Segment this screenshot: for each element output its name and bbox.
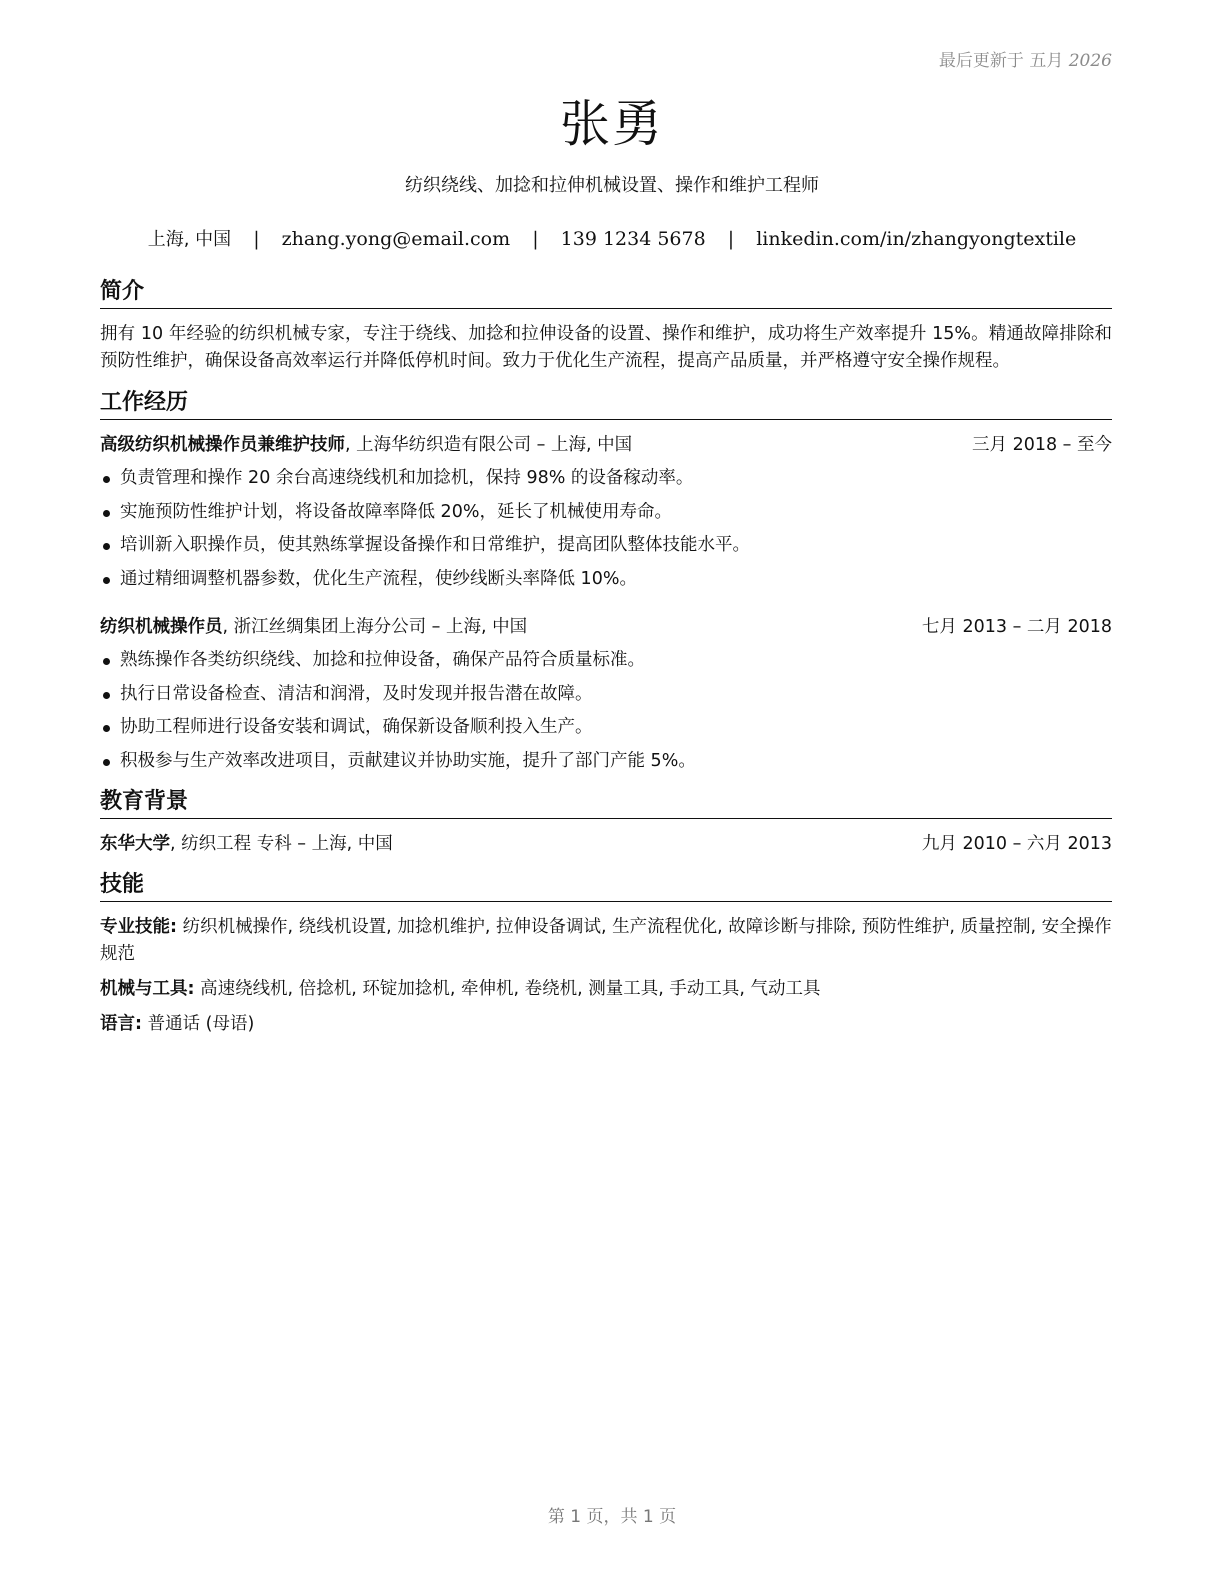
education-detail: , 纺织工程 专科 – 上海, 中国 — [170, 834, 393, 854]
job-bullet: 负责管理和操作 20 余台高速绕线机和加捻机，保持 98% 的设备稼动率。 — [100, 462, 1112, 496]
job-role-company — [100, 614, 527, 640]
last-updated-year: 2026 — [1068, 51, 1112, 71]
job-bullet: 协助工程师进行设备安装和调试，确保新设备顺利投入生产。 — [100, 711, 1112, 745]
job-dates: 七月 2013 – 二月 2018 — [921, 617, 1112, 637]
job-bullets — [100, 462, 1112, 596]
last-updated-label: 最后更新于 五月 — [938, 51, 1064, 71]
education-dates: 九月 2010 – 六月 2013 — [921, 834, 1112, 854]
job-bullets — [100, 644, 1112, 778]
skill-value: 纺织机械操作, 绕线机设置, 加捻机维护, 拉伸设备调试, 生产流程优化, 故障诊断与排除, 预防性维护, 质量控制, 安全操作规范 — [100, 917, 1112, 964]
contact-linkedin[interactable]: linkedin.com/in/zhangyongtextile — [756, 228, 1077, 250]
summary-text: 拥有 10 年经验的纺织机械专家，专注于绕线、加捻和拉伸设备的设置、操作和维护，成功将生产效率提升 15%。精通故障排除和预防性维护，确保设备高效率运行并降低停机时间。致力于优化生产流程，提高产品质量，并严格遵守安全操作规程。 — [100, 324, 1112, 371]
contact-separator: | — [727, 228, 735, 250]
skill-label: 语言: — [100, 1014, 142, 1034]
skill-line — [100, 976, 1112, 1003]
job-header — [100, 614, 1112, 640]
job-bullet: 熟练操作各类纺织绕线、加捻和拉伸设备，确保产品符合质量标准。 — [100, 644, 1112, 678]
contact-separator: | — [532, 228, 539, 250]
contact-line — [0, 225, 1224, 251]
job-role: 高级纺织机械操作员兼维护技师 — [100, 435, 345, 455]
education-school: 东华大学 — [100, 834, 170, 854]
skill-line — [100, 1011, 1112, 1038]
person-name: 张勇 — [560, 95, 664, 153]
skill-value: 普通话 (母语) — [142, 1014, 255, 1034]
skill-value: 高速绕线机, 倍捻机, 环锭加捻机, 牵伸机, 卷绕机, 测量工具, 手动工具, 气动工具 — [194, 979, 821, 999]
job-entry — [100, 614, 1112, 778]
job-company: , 上海华纺织造有限公司 – 上海, 中国 — [345, 435, 633, 455]
page-number: 第 1 页，共 1 页 — [547, 1507, 677, 1527]
skill-label: 机械与工具: — [100, 979, 195, 999]
job-header — [100, 432, 1112, 458]
job-entry — [100, 432, 1112, 596]
resume-content — [100, 278, 1112, 1046]
contact-phone: 139 1234 5678 — [560, 228, 706, 250]
job-company: , 浙江丝绸集团上海分公司 – 上海, 中国 — [222, 617, 528, 637]
section-title-education: 教育背景 — [100, 788, 1112, 819]
education-school-detail — [100, 831, 393, 857]
education-entry — [100, 831, 1112, 857]
job-bullet: 执行日常设备检查、清洁和润滑，及时发现并报告潜在故障。 — [100, 678, 1112, 712]
section-title-summary: 简介 — [100, 278, 1112, 309]
job-title: 纺织绕线、加捻和拉伸机械设置、操作和维护工程师 — [405, 175, 819, 196]
last-updated — [939, 46, 1112, 71]
job-bullet: 实施预防性维护计划，将设备故障率降低 20%，延长了机械使用寿命。 — [100, 496, 1112, 530]
job-bullet: 通过精细调整机器参数，优化生产流程，使纱线断头率降低 10%。 — [100, 563, 1112, 597]
contact-separator: | — [253, 228, 260, 250]
contact-location: 上海, 中国 — [147, 229, 232, 250]
section-title-skills: 技能 — [100, 871, 1112, 902]
job-dates: 三月 2018 – 至今 — [972, 435, 1112, 455]
job-bullet: 培训新入职操作员，使其熟练掌握设备操作和日常维护，提高团队整体技能水平。 — [100, 529, 1112, 563]
job-role-company — [100, 432, 632, 458]
skill-line — [100, 914, 1112, 968]
section-title-experience: 工作经历 — [100, 389, 1112, 420]
job-bullet: 积极参与生产效率改进项目，贡献建议并协助实施，提升了部门产能 5%。 — [100, 745, 1112, 779]
skill-label: 专业技能: — [100, 917, 177, 937]
job-role: 纺织机械操作员 — [100, 617, 223, 637]
contact-email[interactable]: zhang.yong@email.com — [281, 228, 511, 250]
